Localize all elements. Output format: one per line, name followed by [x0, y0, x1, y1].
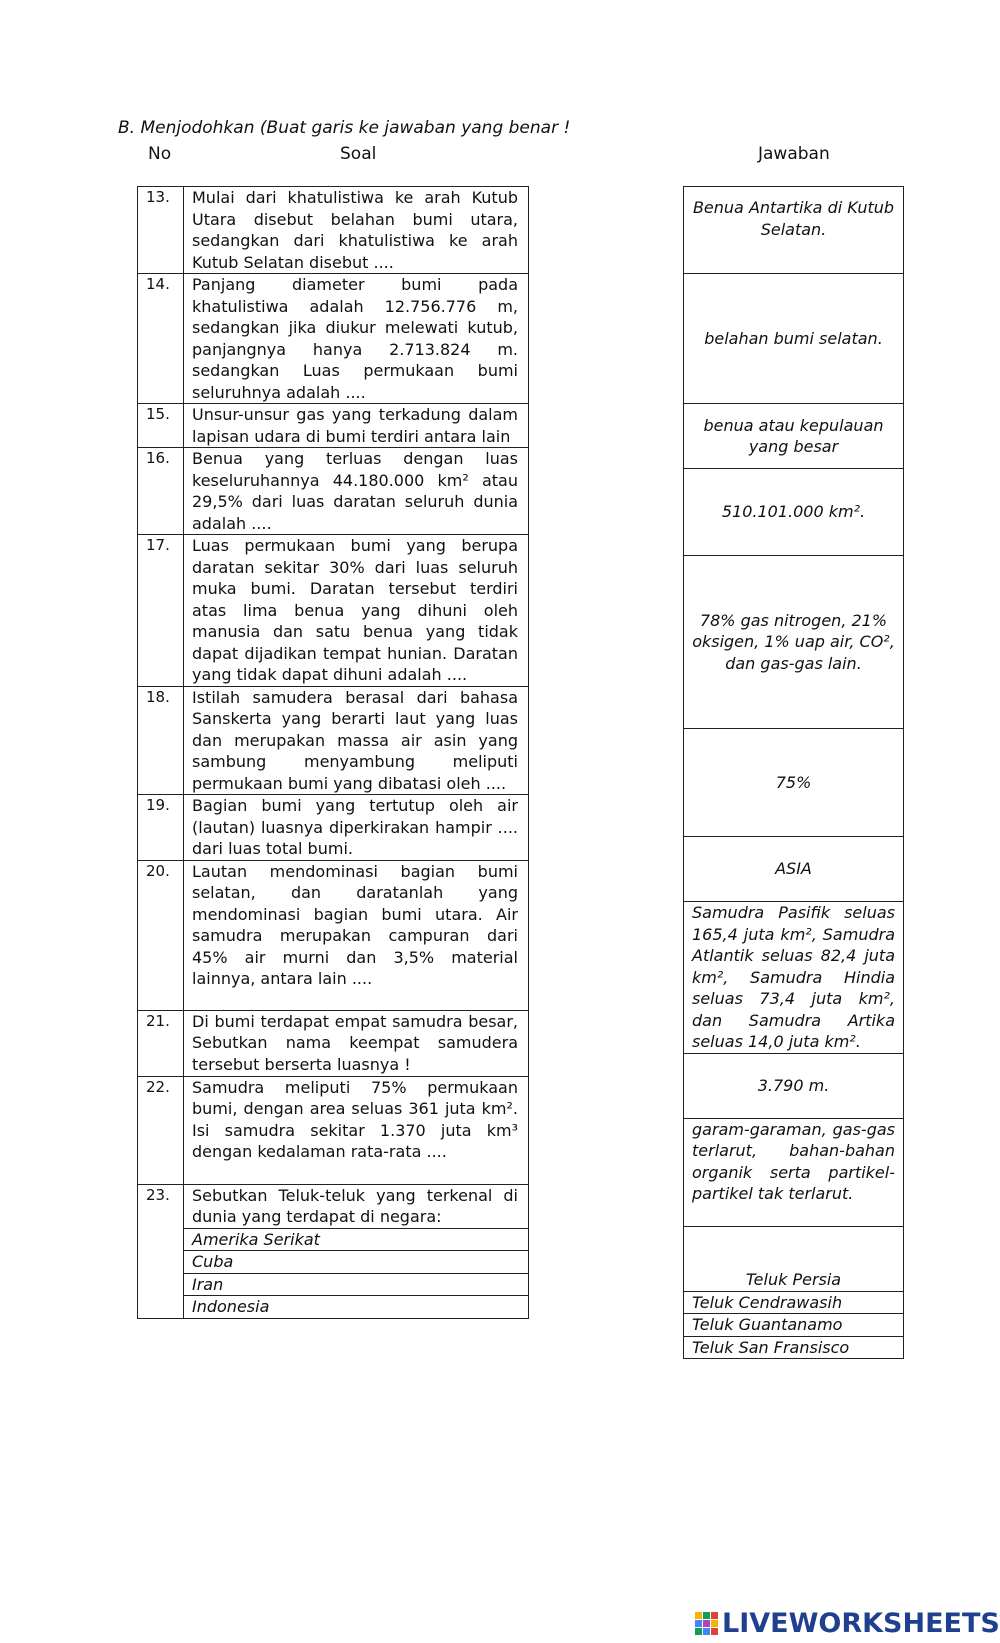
answer-row	[684, 274, 904, 404]
logo-square	[695, 1628, 702, 1635]
answer-item[interactable]: Samudra Pasifik seluas 165,4 juta km², Samudra Atlantik seluas 82,4 juta km², Samudra Hindia seluas 73,4 juta km², dan Samudra Artika seluas 14,0 juta km².	[684, 902, 904, 1054]
logo-mark-icon	[695, 1612, 718, 1635]
country-item: Iran	[184, 1273, 529, 1296]
question-number: 17.	[138, 535, 184, 687]
question-row	[138, 187, 529, 274]
question-number: 14.	[138, 274, 184, 404]
answer-item[interactable]: 78% gas nitrogen, 21% oksigen, 1% uap air, CO², dan gas-gas lain.	[684, 556, 904, 729]
question-text: Mulai dari khatulistiwa ke arah Kutub Utara disebut belahan bumi utara, sedangkan dari khatulistiwa ke arah Kutub Selatan disebut ....	[184, 187, 529, 274]
question-number: 22.	[138, 1076, 184, 1184]
answer-row	[684, 1118, 904, 1226]
country-row	[138, 1296, 529, 1319]
question-text: Istilah samudera berasal dari bahasa Sanskerta yang berarti laut yang luas dan merupakan massa air asin yang sambung menyambung meliputi permukaan bumi yang dibatasi oleh ....	[184, 686, 529, 795]
question-row	[138, 274, 529, 404]
question-table	[137, 186, 529, 1319]
answer-row	[684, 729, 904, 837]
gulf-item[interactable]: Teluk Cendrawasih	[684, 1291, 904, 1314]
country-row	[138, 1273, 529, 1296]
question-number: 15.	[138, 404, 184, 448]
question-row	[138, 1076, 529, 1184]
question-row	[138, 795, 529, 861]
answer-row	[684, 902, 904, 1054]
question-row	[138, 535, 529, 687]
question-text: Unsur-unsur gas yang terkadung dalam lapisan udara di bumi terdiri antara lain	[184, 404, 529, 448]
liveworksheets-logo	[695, 1608, 1000, 1639]
answer-item[interactable]: garam-garaman, gas-gas terlarut, bahan-bahan organik serta partikel-partikel tak terlarut.	[684, 1118, 904, 1226]
question-text: Benua yang terluas dengan luas keseluruhannya 44.180.000 km² atau 29,5% dari luas daratan seluruh dunia adalah ....	[184, 448, 529, 535]
question-row	[138, 404, 529, 448]
header-jawaban: Jawaban	[758, 144, 830, 164]
section-title: B. Menjodohkan (Buat garis ke jawaban yang benar !	[118, 118, 571, 138]
country-row	[138, 1251, 529, 1274]
question-number: 16.	[138, 448, 184, 535]
gulf-item[interactable]: Teluk Persia	[684, 1226, 904, 1291]
logo-square	[695, 1612, 702, 1619]
answer-item[interactable]: belahan bumi selatan.	[684, 274, 904, 404]
question-row	[138, 1010, 529, 1076]
logo-square	[711, 1620, 718, 1627]
answer-item[interactable]: benua atau kepulauan yang besar	[684, 404, 904, 469]
question-text: Samudra meliputi 75% permukaan bumi, dengan area seluas 361 juta km². Isi samudra sekitar 1.370 juta km³ dengan kedalaman rata-rata ....	[184, 1076, 529, 1184]
answer-item[interactable]: 75%	[684, 729, 904, 837]
logo-square	[703, 1620, 710, 1627]
logo-square	[703, 1628, 710, 1635]
logo-square	[703, 1612, 710, 1619]
question-row	[138, 1184, 529, 1228]
answer-row	[684, 187, 904, 274]
question-text: Bagian bumi yang tertutup oleh air (lautan) luasnya diperkirakan hampir .... dari luas total bumi.	[184, 795, 529, 861]
logo-text: LIVEWORKSHEETS	[722, 1608, 1000, 1639]
question-row	[138, 448, 529, 535]
answer-table	[683, 186, 904, 1359]
question-text: Lautan mendominasi bagian bumi selatan, dan daratanlah yang mendominasi bagian bumi utara. Air samudra merupakan campuran dari 45% air murni dan 3,5% material lainnya, antara lain ....	[184, 860, 529, 1010]
question-number: 20.	[138, 860, 184, 1010]
answer-row	[684, 1053, 904, 1118]
answer-row	[684, 404, 904, 469]
logo-square	[711, 1628, 718, 1635]
answer-item[interactable]: 510.101.000 km².	[684, 469, 904, 556]
gulf-row	[684, 1314, 904, 1337]
question-text: Luas permukaan bumi yang berupa daratan sekitar 30% dari luas seluruh muka bumi. Daratan tersebut terdiri atas lima benua yang dihuni oleh manusia dan satu benua yang tidak dapat dijadikan tempat hunian. Daratan yang tidak dapat dihuni adalah ....	[184, 535, 529, 687]
question-number: 19.	[138, 795, 184, 861]
gulf-row	[684, 1336, 904, 1359]
answer-row	[684, 837, 904, 902]
question-number: 21.	[138, 1010, 184, 1076]
gulf-item[interactable]: Teluk San Fransisco	[684, 1336, 904, 1359]
question-text: Di bumi terdapat empat samudra besar, Sebutkan nama keempat samudera tersebut berserta luasnya !	[184, 1010, 529, 1076]
logo-square	[711, 1612, 718, 1619]
header-soal: Soal	[340, 144, 377, 164]
answer-row	[684, 469, 904, 556]
question-text: Panjang diameter bumi pada khatulistiwa adalah 12.756.776 m, sedangkan jika diukur melewati kutub, panjangnya hanya 2.713.824 m. sedangkan Luas permukaan bumi seluruhnya adalah ....	[184, 274, 529, 404]
country-item: Cuba	[184, 1251, 529, 1274]
gulf-row	[684, 1291, 904, 1314]
gulf-item[interactable]: Teluk Guantanamo	[684, 1314, 904, 1337]
question-number: 23.	[138, 1184, 184, 1318]
question-text: Sebutkan Teluk-teluk yang terkenal di dunia yang terdapat di negara:	[184, 1184, 529, 1228]
country-row	[138, 1228, 529, 1251]
country-item: Indonesia	[184, 1296, 529, 1319]
country-item: Amerika Serikat	[184, 1228, 529, 1251]
answer-row	[684, 556, 904, 729]
header-no: No	[148, 144, 172, 164]
answer-item[interactable]: 3.790 m.	[684, 1053, 904, 1118]
answer-item[interactable]: ASIA	[684, 837, 904, 902]
question-number: 13.	[138, 187, 184, 274]
question-row	[138, 860, 529, 1010]
gulf-row	[684, 1226, 904, 1291]
question-number: 18.	[138, 686, 184, 795]
logo-square	[695, 1620, 702, 1627]
answer-item[interactable]: Benua Antartika di Kutub Selatan.	[684, 187, 904, 274]
question-row	[138, 686, 529, 795]
